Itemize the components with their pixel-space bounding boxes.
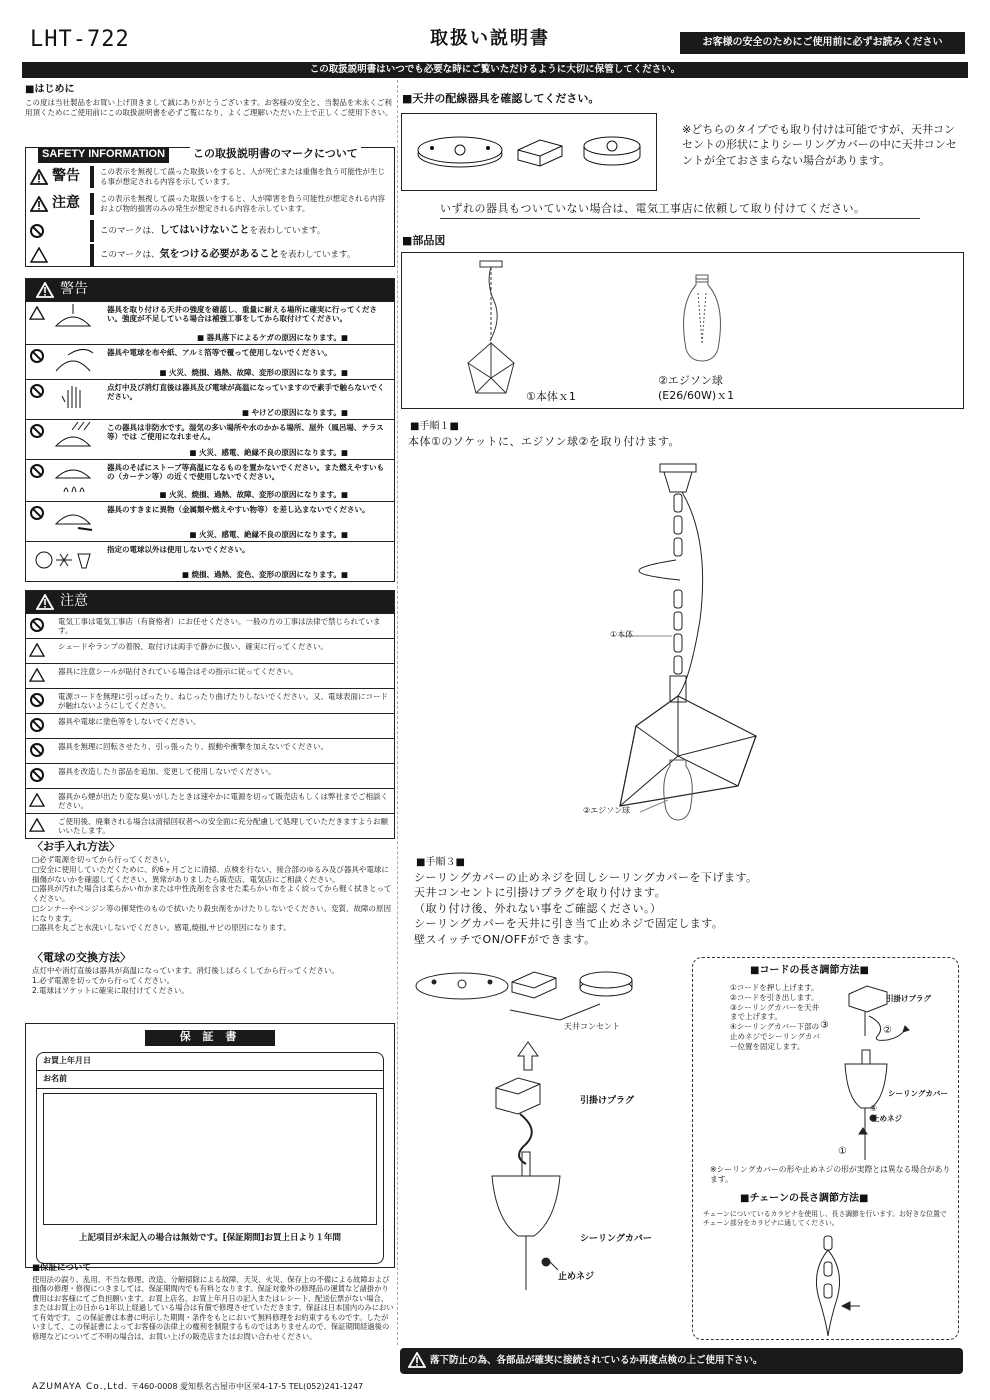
ceiling-heading: ■天井の配線器具を確認してください。 — [402, 92, 600, 105]
bulb-change-list: 点灯中や消灯直後は器具が高温になっています。消灯後しばらくしてから行ってください。 1.必ず電源を切ってから行ってください。 2.電球はソケットに確実に取付けてください。 — [32, 966, 339, 995]
caution-desc: この表示を無視して誤った取扱いをすると、人が障害を負う可能性が想定される内容および物的損害のみの発生が想定される内容を示しています。 — [100, 194, 385, 213]
prohibited-icon — [30, 618, 44, 632]
warning-row: 器具のすきまに異物（金属類や燃えやすい物等）を差し込まないでください。 ■ 火災、感電、絶縁不良の原因になります。■ — [26, 501, 394, 541]
parts-bulb-label: ②エジソン球 (E26/60W)ｘ1 — [658, 374, 735, 403]
warning-table-header: 警告 — [26, 279, 394, 301]
caution-label: 注意 — [52, 195, 80, 212]
intro-text: この度は当社製品をお買い上げ頂きまして誠にありがとうございます。お客様の安全と、当製品を末永くご利用頂くためにご使用前にこの取扱説明書を必ずご覧になり、よくご理解いただいた上で正しくご使用下さい。 — [25, 98, 393, 117]
chain-adjust-heading: ■チェーンの長さ調節方法■ — [740, 1193, 869, 1204]
warning-triangle-icon — [36, 282, 54, 298]
step3-screw-label: 止めネジ — [558, 1272, 595, 1282]
step1-text: 本体①のソケットに、エジソン球②を取り付けます。 — [408, 435, 680, 448]
warning-label: 警告 — [52, 168, 80, 185]
ceiling-note: ※どちらのタイプでも取り付けは可能ですが、天井コンセントの形状によりシーリングカバーの中に天井コンセントが全ておさまらない場合があります。 — [682, 123, 957, 167]
step3-plug-label: 引掛けプラグ — [580, 1096, 635, 1106]
caution-item: 電源コードを無理に引っぱったり、ねじったり曲げたりしないでください。又、電球表面にコードが触れないようにしてください。 — [58, 692, 388, 711]
document-title: 取扱い説明書 — [430, 28, 550, 49]
attention-triangle-icon — [29, 306, 45, 320]
cord-step4-marker: ④ — [870, 1104, 878, 1113]
step3-text: シーリングカバーの止めネジを回しシーリングカバーを下げます。 天井コンセントに引掛けプラグを取り付けます。 （取り付け後、外れない事をご確認ください。） シーリングカバーを天井に引き当て止めネジで固定します。 壁スイッチでON/OFFができます。 — [414, 871, 758, 946]
covered-lamp-icon — [48, 345, 98, 375]
column-divider — [397, 80, 398, 1345]
edison-bulb-icon — [684, 275, 721, 361]
round-ceiling-outlet-icon — [580, 972, 632, 996]
footer-notice-bar: 落下防止の為、各部品が確実に接続されているか再度点検の上ご使用下さい。 — [400, 1348, 963, 1374]
water-lamp-icon — [48, 420, 98, 450]
caution-triangle-icon — [36, 594, 54, 610]
safety-row-warning — [30, 166, 390, 188]
cord-cover-label: シーリングカバー — [888, 1089, 948, 1098]
care-heading: 〈お手入れ方法〉 — [32, 840, 120, 853]
electrician-note: いずれの器具もついていない場合は、電気工事店に依頼して取り付けてください。 — [440, 202, 920, 219]
round-ceiling-plate-icon — [416, 973, 508, 999]
name-field[interactable]: お名前 — [37, 1071, 383, 1089]
warning-triangle-icon — [30, 169, 48, 185]
round-ceiling-outlet-icon — [584, 137, 640, 165]
foreign-object-icon — [48, 502, 98, 532]
safety-badge: お客様の安全のためにご使用前に必ずお読みください — [680, 32, 965, 54]
warning-row: 器具や電球を布や紙、アルミ箔等で覆って使用しないでください。 ■ 火災、焼損、過熱、故障、変形の原因になります。■ — [26, 344, 394, 379]
safety-info-tag-text: この取扱説明書のマークについて — [190, 147, 361, 161]
prohibited-icon — [30, 743, 44, 757]
caution-item: 器具や電球に塗色等をしないでください。 — [58, 717, 201, 726]
step1-body-label: ①本体 — [610, 630, 634, 639]
caution-item: シェードやランプの着脱、取付けは両手で静かに扱い、確実に行ってください。 — [58, 642, 328, 651]
company-info: AZUMAYA Co.,Ltd. 〒460-0008 愛知県名古屋市中区栄4-17-5 TEL(052)241-1247 — [32, 1382, 364, 1392]
carabiner-chain-diagram — [790, 1232, 870, 1338]
bulb-change-heading: 〈電球の交換方法〉 — [32, 951, 131, 964]
caution-item: 器具を改造したり部品を追加、変更して使用しないでください。 — [58, 767, 276, 776]
step1-bulb-label: ②エジソン球 — [583, 806, 631, 815]
ceiling-fixtures-box — [401, 113, 657, 191]
model-number: LHT-722 — [30, 27, 130, 52]
cord-adjust-note: ※シーリングカバーの形や止めネジの形が実際とは異なる場合があります。 — [710, 1165, 951, 1185]
attention-triangle-icon — [30, 247, 48, 263]
attention-triangle-icon — [29, 793, 45, 807]
prohibited-icon — [30, 768, 44, 782]
safety-row-prohibited: このマークは、してはいけないことを表わしています。 — [30, 220, 390, 242]
warning-row: 指定の電球以外は使用しないでください。 ■ 焼損、過熱、変色、変形の原因になります。■ — [26, 541, 394, 581]
parts-box — [401, 252, 964, 409]
warning-desc: この表示を無視して誤った取扱いをすると、人が死亡または重傷を負う可能性が生じる事が想定される内容を示しています。 — [100, 167, 385, 186]
attention-triangle-icon — [29, 668, 45, 682]
caution-item: ご使用後、廃棄される場合は清掃回収者への安全面に充分配慮して処理していただきますようお願いいたします。 — [58, 817, 388, 836]
warning-table — [25, 278, 395, 582]
warning-row: この器具は非防水です。湿気の多い場所や水のかかる場所、屋外（風呂場、テラス等）では ご使用になれません。 ■ 火災、感電、絶縁不良の原因になります。■ — [26, 419, 394, 459]
intro-heading: ■はじめに — [25, 84, 75, 95]
square-ceiling-box-icon — [512, 972, 556, 998]
prohibited-icon — [30, 693, 44, 707]
safety-row-caution — [30, 193, 390, 215]
keep-notice-bar: この取扱説明書はいつでも必要な時にご覧いただけるように大切に保管してください。 — [22, 62, 968, 78]
warning-row: 器具のそばにストーブ等高温になるものを置かないでください。また燃えやすいもの（カーテン等）の近くで使用しないでください。 ■ 火災、焼損、過熱、故障、変形の原因になります。■ — [26, 459, 394, 501]
cord-step1-marker: ① — [838, 1146, 847, 1157]
wrong-bulb-icon — [30, 542, 100, 576]
warranty-title: 保 証 書 — [145, 1030, 275, 1046]
warranty-card — [25, 1023, 395, 1268]
parts-heading: ■部品図 — [402, 234, 446, 247]
prohibited-icon — [30, 718, 44, 732]
safety-row-attention: このマークは、気をつける必要があることを表わしています。 — [30, 244, 390, 266]
caution-item: 器具に注意シールが貼付されている場合はその指示に従ってください。 — [58, 667, 298, 676]
purchase-date-field[interactable]: お買上年月日 — [37, 1053, 383, 1071]
parts-body-label: ①本体ｘ1 — [526, 390, 576, 403]
safety-info-tag: SAFETY INFORMATION — [38, 147, 169, 163]
step3-heading: ■手順３■ — [416, 857, 465, 868]
attention-triangle-icon — [29, 643, 45, 657]
step1-assembly-diagram — [560, 460, 760, 840]
cord-adjust-diagram — [825, 980, 955, 1160]
address-field[interactable] — [43, 1093, 377, 1225]
warranty-about-text: 使用法の誤り、乱用、不当な修理、改造、分解掃除による故障、天災、火災、保存上の不備による故障および損傷の修理・修復につきましては、保証期間内でも有料となります。保証対象外の修理品の運賃など諸掛かり費用はお客様にてご負担願います。お買上店名、お買上年月日の記入またはレシート、配送伝票がない場合、またはお買上の日から1年以上経過している場合は有償で修理させていただきます。保証は日本国内のみにおいて有効です。この保証書は本書に明示した期間・条件をもとにおいて無料修理をお約束するものです。したがいまして、この保証書によってお客様の法律上の権利を制限するものではありませんので、保証期間経過後の修理などについてご不明の場合は、お買い上げの販売店またはお問い合わせください。 — [32, 1275, 394, 1341]
caution-item: 電気工事は電気工事店（有資格者）にお任せください。一般の方の工事は法律で禁じられています。 — [58, 617, 381, 636]
warranty-validity: 上記項目が未記入の場合は無効です。[保証期間]お買上日より１年間 — [78, 1233, 342, 1243]
pendant-body-icon — [468, 261, 514, 393]
cord-screw-label: 止めネジ — [872, 1114, 902, 1123]
warning-row: 器具を取り付ける天井の強度を確認し、重量に耐える場所に確実に行ってください。強度が不足している場合は補強工事をしてから取付けてください。 ■ 器具落下によるケガの原因になります。■ — [26, 301, 394, 344]
up-arrow-icon — [518, 1042, 538, 1070]
hand-icon — [48, 380, 98, 410]
chain-adjust-text: チェーンについているカラビナを使用し、長さ調節を行います。お好きな位置でチェーン部分をカラビナに通してください。 — [703, 1210, 947, 1227]
cord-adjust-steps: ①コードを押し上げます。 ②コードを引き出します。 ③シーリングカバーを天井まで上げます。 ④シーリングカバー下部の止めネジでシーリングカバー位置を固定します。 — [730, 983, 820, 1051]
warning-row: 点灯中及び消灯直後は器具及び電球が高温になっていますので素手で触らないでください。 ■ やけどの原因になります。■ — [26, 379, 394, 419]
round-ceiling-plate-icon — [418, 137, 502, 167]
step1-heading: ■手順１■ — [410, 421, 459, 432]
pendant-lamp-icon — [48, 302, 98, 332]
caution-table-header: 注意 — [26, 591, 394, 613]
prohibited-icon — [30, 464, 44, 478]
prohibited-icon — [30, 224, 44, 238]
square-ceiling-box-icon — [518, 140, 562, 166]
prohibited-icon — [30, 384, 44, 398]
caution-triangle-icon — [30, 196, 48, 212]
set-screw-icon — [542, 1258, 558, 1270]
cord-step3-marker: ③ — [820, 1020, 829, 1031]
cord-adjust-heading: ■コードの長さ調節方法■ — [750, 965, 869, 976]
step3-outlet-label: 天井コンセント — [564, 1022, 620, 1031]
prohibited-icon — [30, 506, 44, 520]
warranty-about-heading: ■保証について — [32, 1263, 91, 1273]
caution-item: 器具を無理に回転させたり、引っ張ったり、振動や衝撃を加えないでください。 — [58, 742, 328, 751]
hook-plug-icon — [496, 1078, 540, 1114]
warning-triangle-icon — [408, 1352, 426, 1368]
cord-step2-marker: ② — [883, 1025, 892, 1036]
caution-item: 器具から煙が出たり変な臭いがしたときは速やかに電源を切って販売店もしくは弊社までご相談ください。 — [58, 792, 388, 811]
cord-plug-label: 引掛けプラグ — [886, 994, 931, 1003]
heat-lamp-icon — [48, 460, 98, 494]
care-list: □必ず電源を切ってから行ってください。 □安全に使用していただくために、約6ヶ月ごとに清掃、点検を行ない、接合部のゆるみ及び器具や電球に損傷がないかを確認してください。異常がありましたら販売店、電気店にご相談ください。 □器具が汚れた場合は柔らかい布かまたは中性洗剤を含ませた柔らかい布をよく絞ってから軽く拭きとってください。 □シンナーやベンジン等の揮発性のもので拭いたり殺虫剤をかけたりしないでください。変質、故障の原因になります。 □器具を丸ごと水洗いしないでください。感電,焼損,サビの原因になります。 — [32, 855, 392, 933]
prohibited-icon — [30, 349, 44, 363]
step3-cover-label: シーリングカバー — [580, 1234, 652, 1244]
caution-table — [25, 590, 395, 839]
prohibited-icon — [30, 424, 44, 438]
attention-triangle-icon — [29, 818, 45, 832]
